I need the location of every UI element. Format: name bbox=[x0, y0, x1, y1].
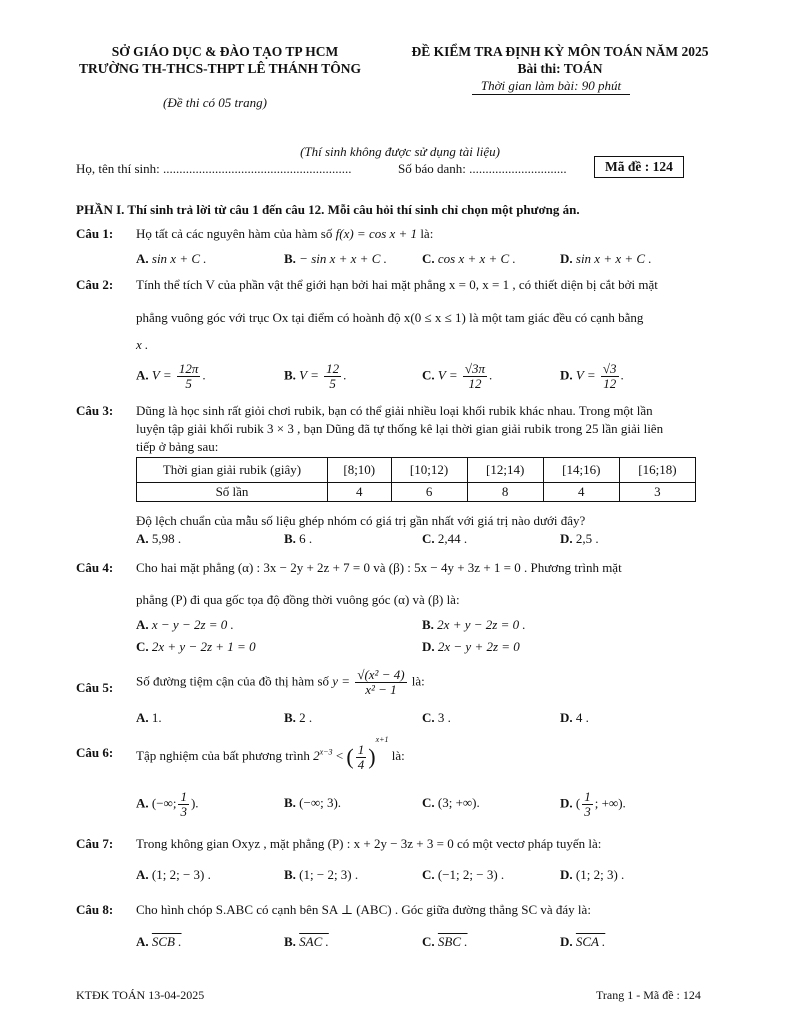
q4-option-c[interactable]: C. 2x + y − 2z + 1 = 0 bbox=[136, 639, 256, 654]
table-interval: [16;18) bbox=[619, 458, 695, 483]
part1-title: PHẦN I. Thí sinh trả lời từ câu 1 đến câu 12. Mỗi câu hỏi thí sinh chỉ chọn một phương án. bbox=[76, 202, 580, 217]
q2-line2: phẳng vuông góc với trục Ox tại điểm có hoành độ x(0 ≤ x ≤ 1) là một tam giác đều có cạnh bằng bbox=[136, 310, 644, 325]
q1-option-a[interactable]: A. sin x + C . bbox=[136, 251, 207, 266]
table-count: 6 bbox=[391, 483, 467, 502]
q5-label: Câu 5: bbox=[76, 680, 114, 695]
table-interval: [12;14) bbox=[467, 458, 543, 483]
q7-option-a[interactable]: A. (1; 2; − 3) . bbox=[136, 867, 211, 882]
footer-left: KTĐK TOÁN 13-04-2025 bbox=[76, 988, 205, 1002]
table-count: 3 bbox=[619, 483, 695, 502]
notice: (Thí sinh không được sử dụng tài liệu) bbox=[300, 144, 500, 159]
q8-option-b[interactable]: B. SAC . bbox=[284, 934, 329, 949]
q6-text: Tập nghiệm của bất phương trình $2^{x-3}$ < ( $\frac{1}{4}$ )$^{x+1}$ là: bbox=[136, 735, 405, 772]
q4-option-b[interactable]: B. 2x + y − 2z = 0 . bbox=[422, 617, 526, 632]
q3-question: Độ lệch chuẩn của mẫu số liệu ghép nhóm có giá trị gần nhất với giá trị nào dưới đây? bbox=[136, 513, 586, 528]
q6-option-b[interactable]: B. (−∞; 3). bbox=[284, 795, 342, 810]
footer-page: Trang 1 - Mã đề : 124 bbox=[596, 988, 701, 1002]
q5-option-b[interactable]: B. 2 . bbox=[284, 710, 313, 725]
q3-line2: luyện tập giải khối rubik 3 × 3 , bạn Dũng đã tự thống kê lại thời gian giải rubik trong 25 lần giải liên bbox=[136, 421, 664, 436]
exam-time: Thời gian làm bài: 90 phút bbox=[472, 78, 630, 95]
q4-line2: phẳng (P) đi qua gốc tọa độ đồng thời vuông góc (α) và (β) là: bbox=[136, 592, 460, 607]
q8-option-a[interactable]: A. SCB . bbox=[136, 934, 182, 949]
q7-option-b[interactable]: B. (1; − 2; 3) . bbox=[284, 867, 359, 882]
q2-option-d[interactable]: D. V = $\frac{√3}{12}$ . bbox=[560, 361, 624, 391]
q4-label: Câu 4: bbox=[76, 560, 114, 575]
school-name: TRƯỜNG TH-THCS-THPT LÊ THÁNH TÔNG bbox=[78, 61, 362, 76]
q8-option-d[interactable]: D. SCA . bbox=[560, 934, 606, 949]
q7-option-c[interactable]: C. (−1; 2; − 3) . bbox=[422, 867, 505, 882]
q2-line1: Tính thể tích V của phần vật thể giới hạn bởi hai mặt phẳng x = 0, x = 1 , có thiết diện bị cắt bởi mặt bbox=[136, 277, 658, 292]
q6-option-d[interactable]: D. ( $\frac{1}{3}$ ; +∞). bbox=[560, 789, 626, 819]
q7-text: Trong không gian Oxyz , mặt phẳng (P) : x + 2y − 3z + 3 = 0 có một vectơ pháp tuyến là: bbox=[136, 836, 602, 851]
q6-option-a[interactable]: A. (−∞; $\frac{1}{3}$ ). bbox=[136, 789, 199, 819]
q5-option-d[interactable]: D. 4 . bbox=[560, 710, 589, 725]
q2-option-b[interactable]: B. V = $\frac{12}{5}$ . bbox=[284, 361, 347, 391]
q7-option-d[interactable]: D. (1; 2; 3) . bbox=[560, 867, 625, 882]
pages-note: (Đề thi có 05 trang) bbox=[163, 95, 267, 110]
q4-option-d[interactable]: D. 2x − y + 2z = 0 bbox=[422, 639, 520, 654]
table-count: 4 bbox=[328, 483, 392, 502]
q3-option-b[interactable]: B. 6 . bbox=[284, 531, 313, 546]
q1-label: Câu 1: bbox=[76, 226, 114, 241]
q5-option-a[interactable]: A. 1. bbox=[136, 710, 162, 725]
q6-option-c[interactable]: C. (3; +∞). bbox=[422, 795, 480, 810]
table-header-label: Thời gian giải rubik (giây) bbox=[137, 458, 328, 483]
student-name-field: Họ, tên thí sinh: .......................................................... bbox=[76, 161, 352, 176]
table-interval: [10;12) bbox=[391, 458, 467, 483]
q1-option-c[interactable]: C. cos x + x + C . bbox=[422, 251, 516, 266]
q2-label: Câu 2: bbox=[76, 277, 114, 292]
q4-option-a[interactable]: A. x − y − 2z = 0 . bbox=[136, 617, 234, 632]
exam-code-box: Mã đề : 124 bbox=[594, 156, 684, 178]
school-department: SỞ GIÁO DỤC & ĐÀO TẠO TP HCM bbox=[111, 44, 339, 59]
exam-subject: Bài thi: TOÁN bbox=[517, 61, 603, 76]
table-interval: [14;16) bbox=[543, 458, 619, 483]
q1-option-b[interactable]: B. − sin x + x + C . bbox=[284, 251, 387, 266]
q5-text: Số đường tiệm cận của đồ thị hàm số y = $\frac{\text{√(x² − 4)}}{\text{x² − 1}}$ là: bbox=[136, 667, 425, 697]
student-id-field: Số báo danh: .............................. bbox=[398, 161, 567, 176]
q3-line3: tiếp ở bảng sau: bbox=[136, 439, 219, 454]
q6-label: Câu 6: bbox=[76, 745, 114, 760]
q3-option-a[interactable]: A. 5,98 . bbox=[136, 531, 182, 546]
q3-line1: Dũng là học sinh rất giỏi chơi rubik, bạn có thể giải nhiều loại khối rubik khác nhau. Trong một lần bbox=[136, 403, 653, 418]
q1-text: Họ tất cả các nguyên hàm của hàm số f(x) = cos x + 1 là: bbox=[136, 226, 434, 241]
table-count: 4 bbox=[543, 483, 619, 502]
table-count-label: Số lần bbox=[137, 483, 328, 502]
q3-option-c[interactable]: C. 2,44 . bbox=[422, 531, 468, 546]
q2-line3: x . bbox=[136, 337, 149, 352]
q1-option-d[interactable]: D. sin x + x + C . bbox=[560, 251, 652, 266]
q4-line1: Cho hai mặt phẳng (α) : 3x − 2y + 2z + 7 = 0 và (β) : 5x − 4y + 3z + 1 = 0 . Phương trình mặt bbox=[136, 560, 622, 575]
q8-text: Cho hình chóp S.ABC có cạnh bên SA ⊥ (ABC) . Góc giữa đường thẳng SC và đáy là: bbox=[136, 902, 591, 917]
table-count: 8 bbox=[467, 483, 543, 502]
exam-title: ĐỀ KIỂM TRA ĐỊNH KỲ MÔN TOÁN NĂM 2025 bbox=[411, 44, 709, 59]
table-interval: [8;10) bbox=[328, 458, 392, 483]
q8-option-c[interactable]: C. SBC . bbox=[422, 934, 468, 949]
rubik-time-table bbox=[136, 457, 696, 502]
q2-option-c[interactable]: C. V = $\frac{√3\pi}{12}$ . bbox=[422, 361, 493, 391]
q2-option-a[interactable]: A. V = $\frac{12\pi}{5}$ . bbox=[136, 361, 206, 391]
q8-label: Câu 8: bbox=[76, 902, 114, 917]
q3-label: Câu 3: bbox=[76, 403, 114, 418]
q7-label: Câu 7: bbox=[76, 836, 114, 851]
q3-option-d[interactable]: D. 2,5 . bbox=[560, 531, 599, 546]
q5-option-c[interactable]: C. 3 . bbox=[422, 710, 451, 725]
